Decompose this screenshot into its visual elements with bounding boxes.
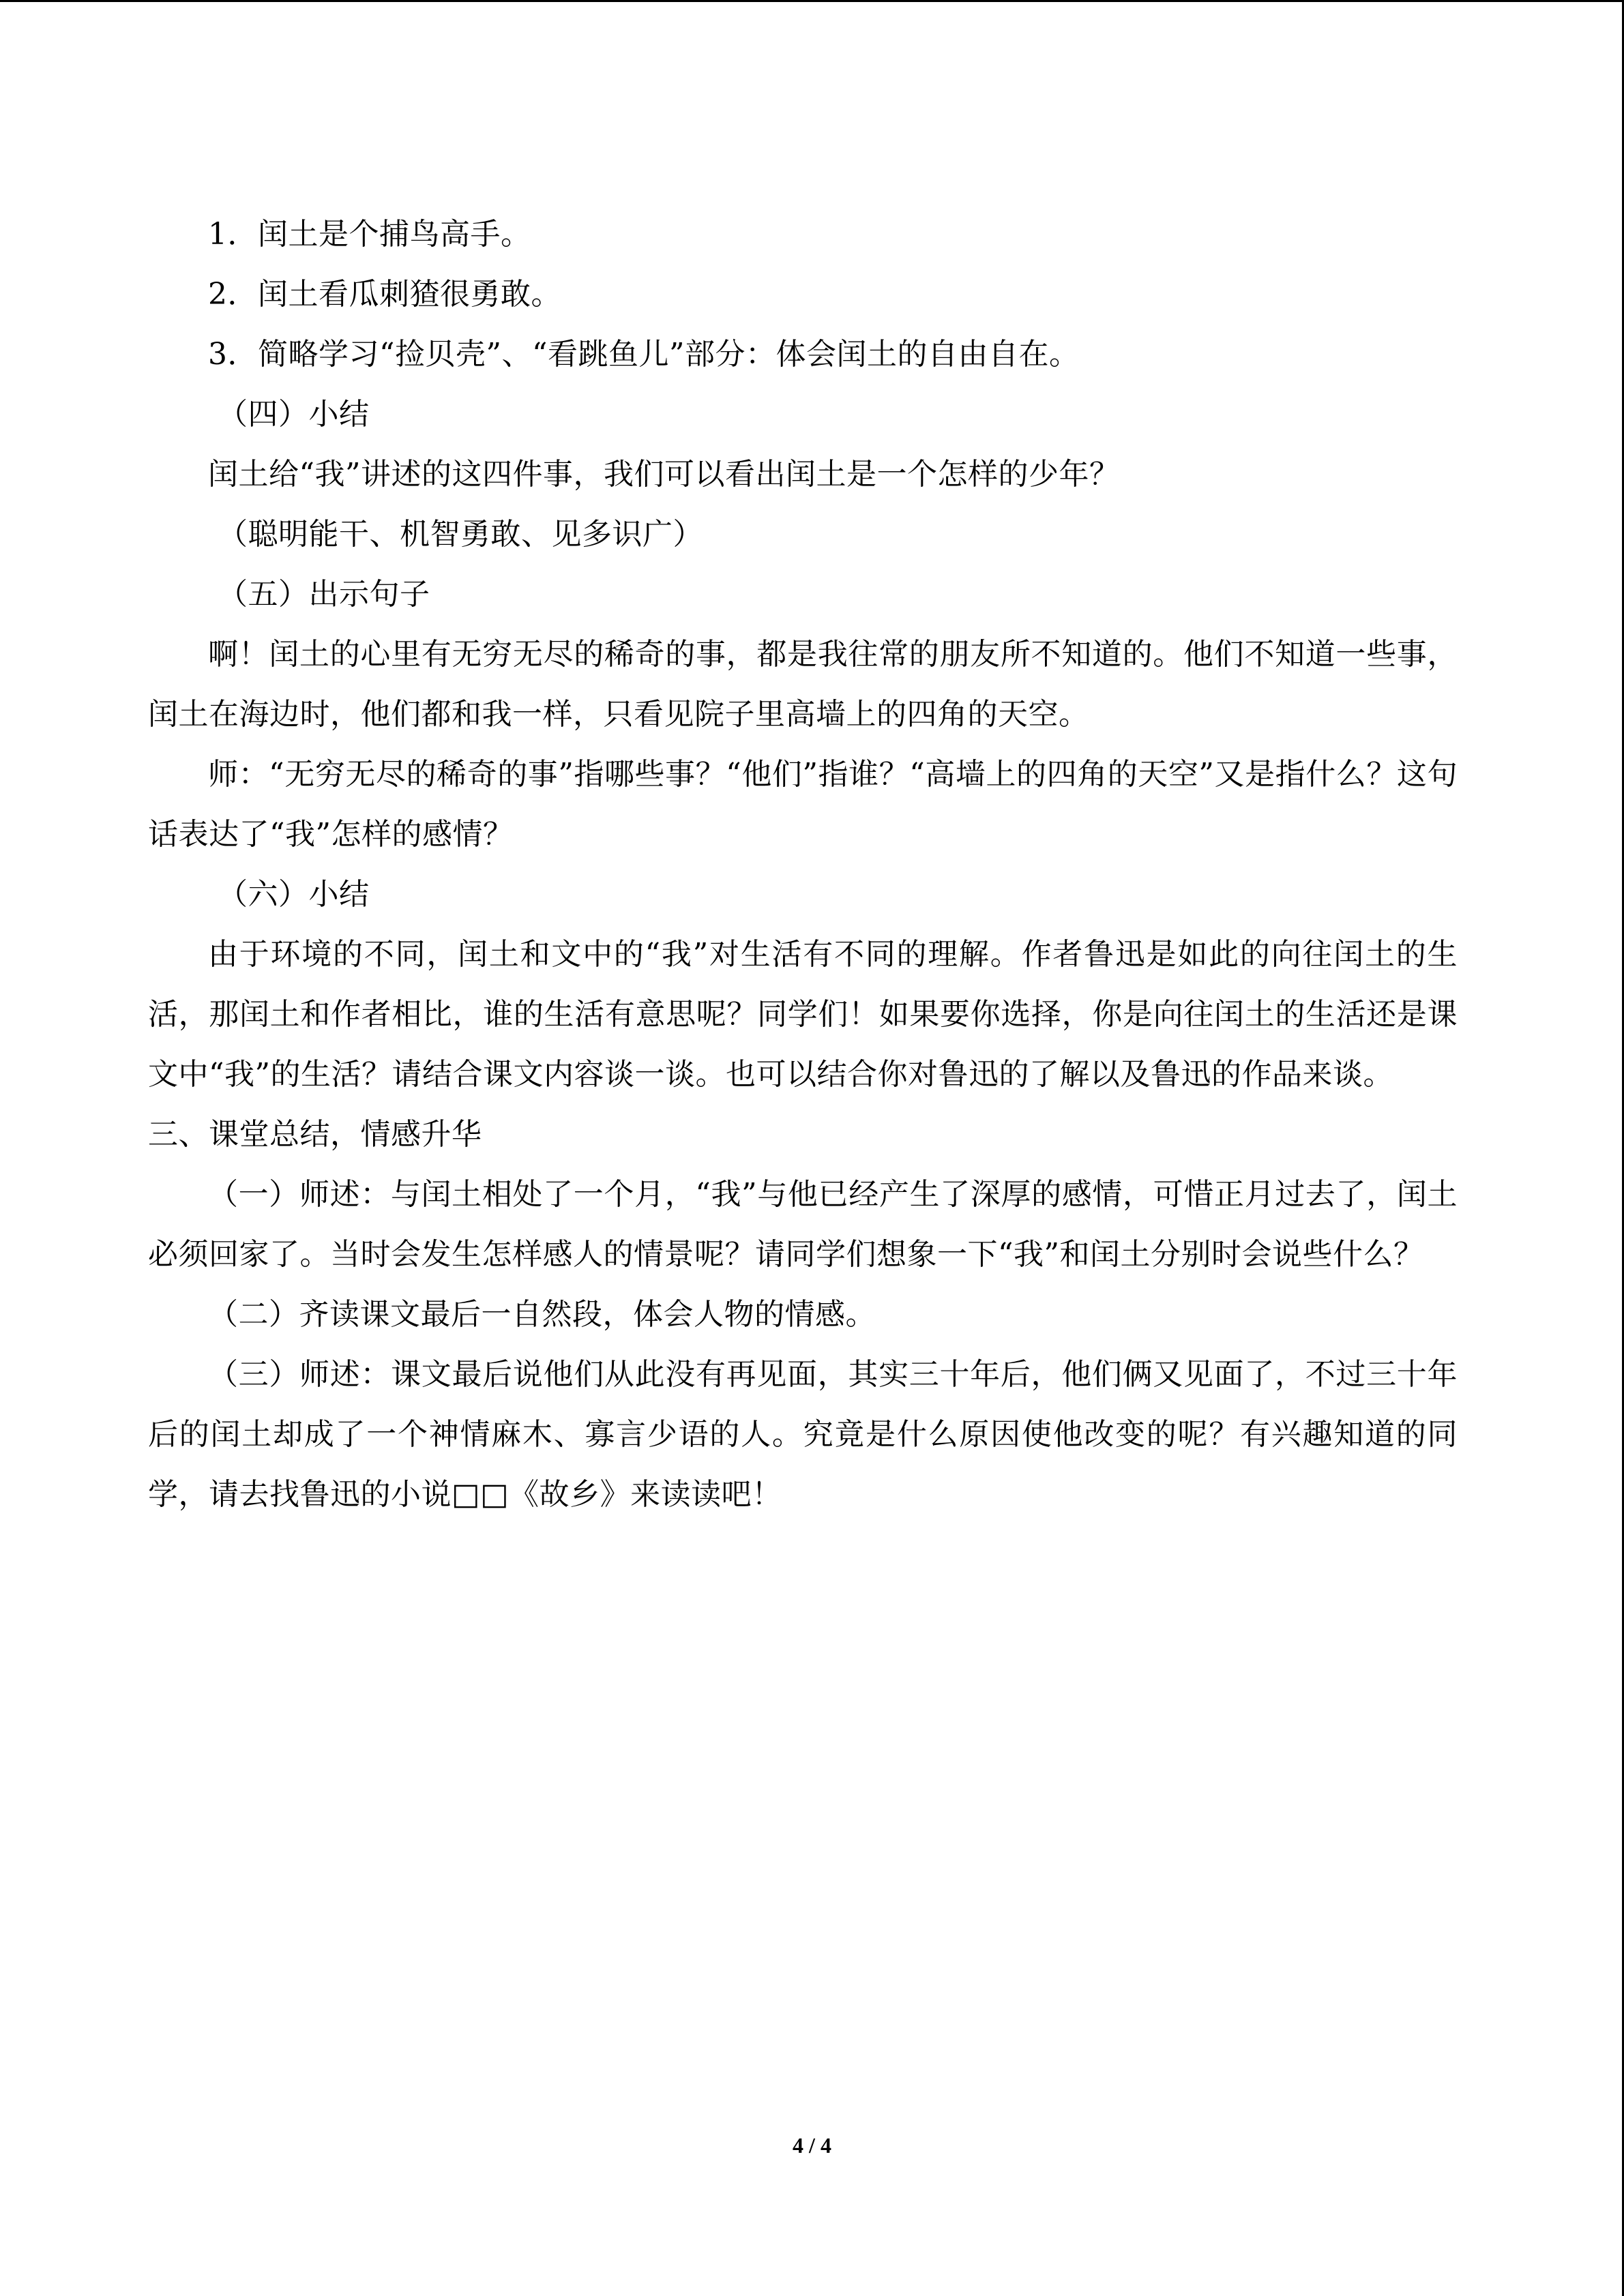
page-border-top [0, 0, 1624, 2]
list-item-1: 1．闰土是个捕鸟高手。 [208, 217, 531, 252]
quote-paragraph: 啊！闰土的心里有无穷无尽的稀奇的事，都是我往常的朋友所不知道的。他们不知道一些事，闰土在海边时，他们都和我一样，只看见院子里高墙上的四角的天空。 [148, 637, 1458, 732]
summary-paragraph: 由于环境的不同，闰土和文中的“我”对生活有不同的理解。作者鲁迅是如此的向往闰土的生活，那闰土和作者相比，谁的生活有意思呢？同学们！如果要你选择，你是向往闰土的生活还是课文中“我”的生活？请结合课文内容谈一谈。也可以结合你对鲁迅的了解以及鲁迅的作品来谈。 [148, 937, 1458, 1092]
question-line: 闰土给“我”讲述的这四件事，我们可以看出闰土是一个怎样的少年？ [208, 457, 1120, 492]
section-three-heading: 三、课堂总结，情感升华 [148, 1117, 482, 1152]
paragraph-one: （一）师述：与闰土相处了一个月，“我”与他已经产生了深厚的感情，可惜正月过去了，闰土必须回家了。当时会发生怎样感人的情景呢？请同学们想象一下“我”和闰土分别时会说些什么？ [148, 1177, 1458, 1272]
paragraph-two: （二）齐读课文最后一自然段，体会人物的情感。 [208, 1297, 876, 1332]
subheading-four: （四）小结 [218, 397, 370, 432]
list-item-2: 2．闰土看瓜刺猹很勇敢。 [208, 277, 561, 312]
answer-line: （聪明能干、机智勇敢、见多识广） [218, 517, 703, 552]
paragraph-three: （三）师述：课文最后说他们从此没有再见面，其实三十年后，他们俩又见面了，不过三十年后的闰土却成了一个神情麻木、寡言少语的人。究竟是什么原因使他改变的呢？有兴趣知道的同学，请去找鲁迅的小说□□《故乡》来读读吧！ [148, 1357, 1458, 1512]
list-item-3: 3．简略学习“捡贝壳”、“看跳鱼儿”部分：体会闰土的自由自在。 [208, 337, 1080, 372]
subheading-six: （六）小结 [218, 877, 370, 912]
page-number: 4 / 4 [793, 2133, 831, 2158]
subheading-five: （五）出示句子 [218, 577, 430, 612]
document-body [148, 205, 1458, 1525]
teacher-question-paragraph: 师：“无穷无尽的稀奇的事”指哪些事？“他们”指谁？“高墙上的四角的天空”又是指什么？这句话表达了“我”怎样的感情？ [148, 757, 1458, 852]
